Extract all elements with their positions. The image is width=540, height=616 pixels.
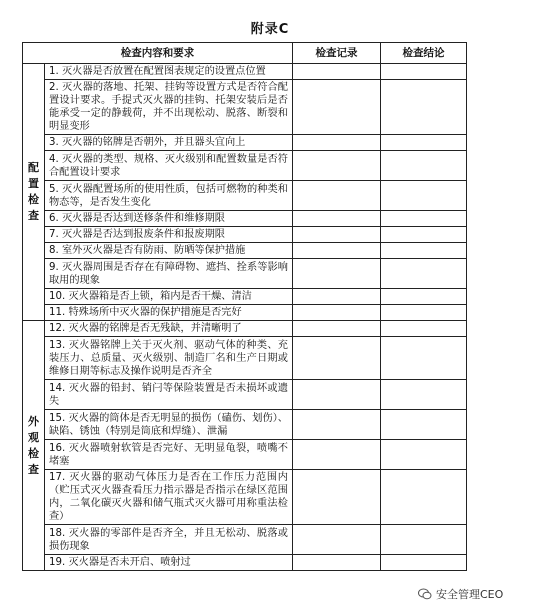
table-row [23,151,467,181]
record-cell[interactable] [293,321,381,337]
category-cell [23,64,45,321]
check-item: 1. 灭火器是否放置在配置图表规定的设置点位置 [45,64,293,80]
conclusion-cell[interactable] [381,211,467,227]
conclusion-cell[interactable] [381,289,467,305]
table-row [23,227,467,243]
table-row [23,380,467,410]
record-cell[interactable] [293,181,381,211]
check-item: 5. 灭火器配置场所的使用性质，包括可燃物的种类和物态等，是否发生变化 [45,181,293,211]
record-cell[interactable] [293,80,381,135]
category-label: 外观检查 [28,414,39,476]
header-record: 检查记录 [293,43,381,64]
table-row [23,410,467,440]
record-cell[interactable] [293,470,381,525]
record-cell[interactable] [293,259,381,289]
wechat-icon [418,588,432,600]
table-row [23,289,467,305]
watermark [418,586,503,602]
record-cell[interactable] [293,289,381,305]
record-cell[interactable] [293,135,381,151]
table-row [23,211,467,227]
record-cell[interactable] [293,337,381,380]
record-cell[interactable] [293,227,381,243]
check-item: 4. 灭火器的类型、规格、灭火级别和配置数量是否符合配置设计要求 [45,151,293,181]
check-item: 15. 灭火器的筒体是否无明显的损伤（磕伤、划伤）、缺陷、锈蚀（特别是筒底和焊缝）、泄漏 [45,410,293,440]
check-item: 12. 灭火器的铭牌是否无残缺，并清晰明了 [45,321,293,337]
conclusion-cell[interactable] [381,470,467,525]
conclusion-cell[interactable] [381,135,467,151]
conclusion-cell[interactable] [381,380,467,410]
conclusion-cell[interactable] [381,305,467,321]
record-cell[interactable] [293,555,381,571]
check-item: 13. 灭火器铭牌上关于灭火剂、驱动气体的种类、充装压力、总质量、灭火级别、制造厂名和生产日期或维修日期等标志及操作说明是否齐全 [45,337,293,380]
conclusion-cell[interactable] [381,259,467,289]
conclusion-cell[interactable] [381,64,467,80]
table-row [23,181,467,211]
conclusion-cell[interactable] [381,151,467,181]
conclusion-cell[interactable] [381,337,467,380]
header-conclusion: 检查结论 [381,43,467,64]
check-item: 9. 灭火器周围是否存在有障碍物、遮挡、拴系等影响取用的现象 [45,259,293,289]
check-item: 2. 灭火器的落地、托架、挂钩等设置方式是否符合配置设计要求。手提式灭火器的挂钩、托架安装后是否能承受一定的静载荷，并不出现松动、脱落、断裂和明显变形 [45,80,293,135]
table-row [23,440,467,470]
table-body [23,64,467,571]
check-item: 8. 室外灭火器是否有防雨、防晒等保护措施 [45,243,293,259]
check-item: 16. 灭火器喷射软管是否完好、无明显龟裂，喷嘴不堵塞 [45,440,293,470]
category-label: 配置检查 [28,161,39,222]
conclusion-cell[interactable] [381,80,467,135]
table-row [23,80,467,135]
record-cell[interactable] [293,243,381,259]
table-row [23,64,467,80]
record-cell[interactable] [293,151,381,181]
watermark-text: 安全管理CEO [436,588,504,601]
table-row [23,525,467,555]
header-row [23,43,467,64]
table-row [23,555,467,571]
check-item: 7. 灭火器是否达到报废条件和报废期限 [45,227,293,243]
check-item: 6. 灭火器是否达到送修条件和维修期限 [45,211,293,227]
record-cell[interactable] [293,410,381,440]
record-cell[interactable] [293,305,381,321]
check-item: 11. 特殊场所中灭火器的保护措施是否完好 [45,305,293,321]
check-item: 19. 灭火器是否未开启、喷射过 [45,555,293,571]
table-row [23,259,467,289]
check-item: 17. 灭火器的驱动气体压力是否在工作压力范围内（贮压式灭火器查看压力指示器是否指示在绿区范围内，二氧化碳灭火器和储气瓶式灭火器可用称重法检查） [45,470,293,525]
header-content: 检查内容和要求 [23,43,293,64]
table-row [23,243,467,259]
table-row [23,470,467,525]
conclusion-cell[interactable] [381,321,467,337]
table-row [23,305,467,321]
check-item: 18. 灭火器的零部件是否齐全，并且无松动、脱落或损伤现象 [45,525,293,555]
conclusion-cell[interactable] [381,410,467,440]
check-item: 3. 灭火器的铭牌是否朝外，并且器头宜向上 [45,135,293,151]
record-cell[interactable] [293,525,381,555]
inspection-table [22,42,467,571]
conclusion-cell[interactable] [381,440,467,470]
table-row [23,135,467,151]
appendix-title: 附录C [250,22,290,37]
check-item: 14. 灭火器的铅封、销闩等保险装置是否未损坏或遗失 [45,380,293,410]
conclusion-cell[interactable] [381,555,467,571]
record-cell[interactable] [293,64,381,80]
conclusion-cell[interactable] [381,181,467,211]
table-row [23,321,467,337]
record-cell[interactable] [293,211,381,227]
check-item: 10. 灭火器箱是否上锁，箱内是否干燥、清洁 [45,289,293,305]
table-row [23,337,467,380]
category-cell [23,321,45,571]
record-cell[interactable] [293,440,381,470]
record-cell[interactable] [293,380,381,410]
conclusion-cell[interactable] [381,227,467,243]
conclusion-cell[interactable] [381,525,467,555]
conclusion-cell[interactable] [381,243,467,259]
